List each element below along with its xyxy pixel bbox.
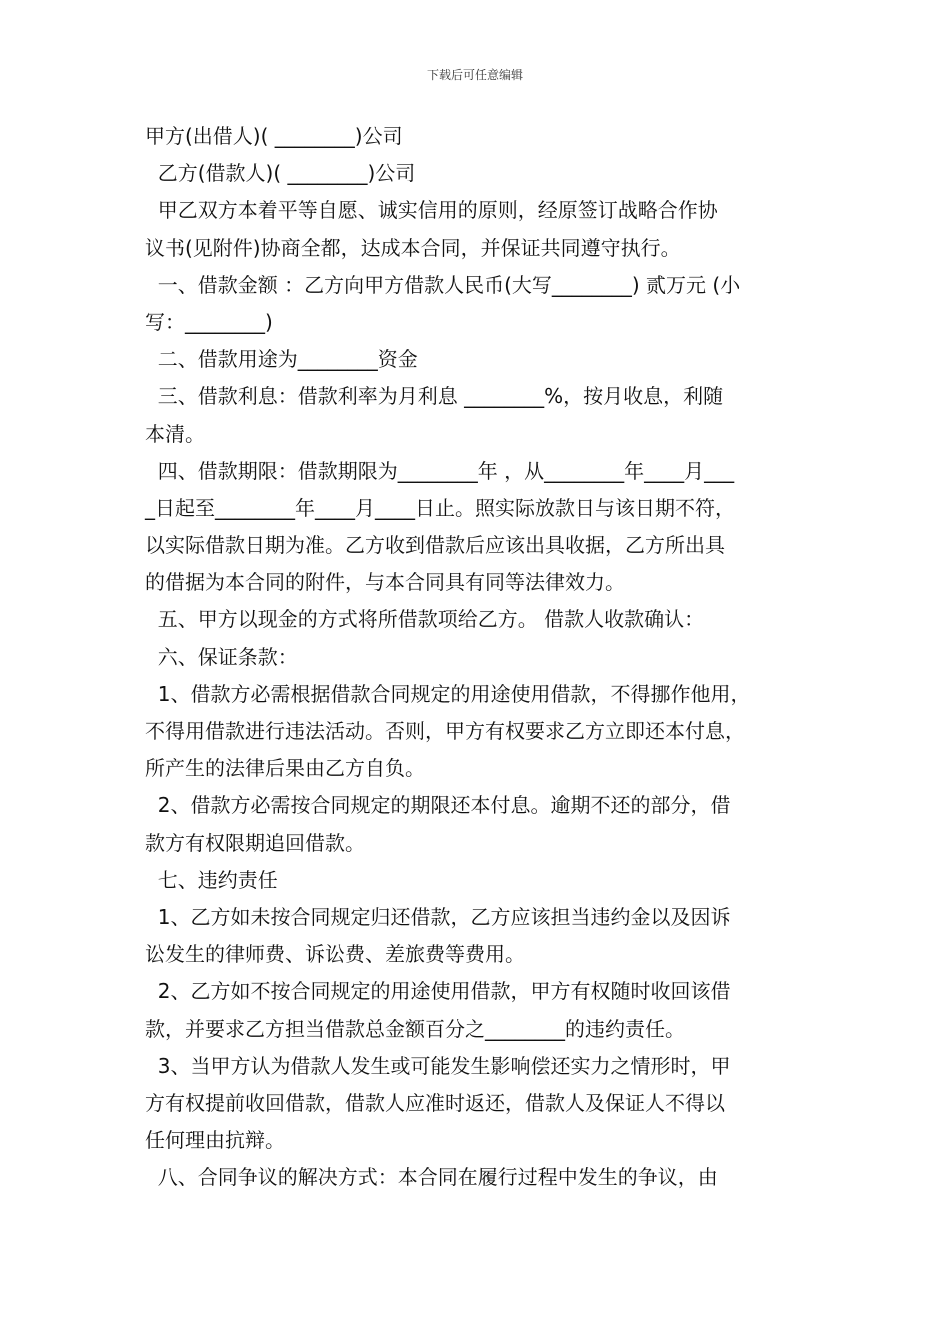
text-line: 写：________) [145,309,273,334]
text-line: 三、借款利息：借款利率为月利息 ________%，按月收息，利随 [145,384,724,409]
text-line: 甲方(出借人)( ________)公司 [145,124,403,148]
text-line: 2、借款方必需按合同规定的期限还本付息。逾期不还的部分，借 [145,793,731,818]
text-line: 六、保证条款： [145,644,298,669]
text-line: 议书(见附件)协商全都，达成本合同，并保证共同遵守执行。 [145,235,681,260]
text-line: 方有权提前收回借款，借款人应准时返还，借款人及保证人不得以 [145,1090,725,1115]
text-line: 任何理由抗辩。 [145,1128,285,1153]
text-line: 讼发生的律师费、诉讼费、差旅费等费用。 [145,942,525,967]
text-line: _日起至________年____月____日止。照实际放款日与该日期不符， [145,495,735,520]
text-line: 七、违约责任 [145,867,278,892]
text-line: 1、借款方必需根据借款合同规定的用途使用借款，不得挪作他用， [145,681,751,706]
text-line: 五、甲方以现金的方式将所借款项给乙方。 借款人收款确认： [145,607,705,632]
page-header-note: 下载后可任意编辑 [426,68,523,82]
text-line: 款，并要求乙方担当借款总金额百分之________的违约责任。 [145,1016,685,1041]
text-line: 3、当甲方认为借款人发生或可能发生影响偿还实力之情形时，甲 [145,1053,731,1078]
text-line: 以实际借款日期为准。乙方收到借款后应该出具收据，乙方所出具 [145,533,725,558]
contract-body [145,118,817,1196]
text-line: 2、乙方如不按合同规定的用途使用借款，甲方有权随时收回该借 [145,979,731,1004]
text-line: 八、合同争议的解决方式：本合同在履行过程中发生的争议，由 [145,1165,718,1190]
text-line: 甲乙双方本着平等自愿、诚实信用的原则，经原签订战略合作协 [145,198,718,223]
text-line: 二、借款用途为________资金 [145,347,418,372]
text-line: 本清。 [145,421,205,446]
text-line: 款方有权限期追回借款。 [145,830,365,855]
text-line: 的借据为本合同的附件，与本合同具有同等法律效力。 [145,570,625,595]
text-line: 一、借款金额 ：乙方向甲方借款人民币(大写________) 贰万元 (小 [145,272,741,297]
text-line: 四、借款期限：借款期限为________年 ，从________年____月___ [145,458,735,483]
text-line: 乙方(借款人)( ________)公司 [145,161,416,186]
text-line: 不得用借款进行违法活动。否则，甲方有权要求乙方立即还本付息， [145,719,745,743]
text-line: 1、乙方如未按合同规定归还借款，乙方应该担当违约金以及因诉 [145,904,731,929]
text-line: 所产生的法律后果由乙方自负。 [145,756,425,781]
